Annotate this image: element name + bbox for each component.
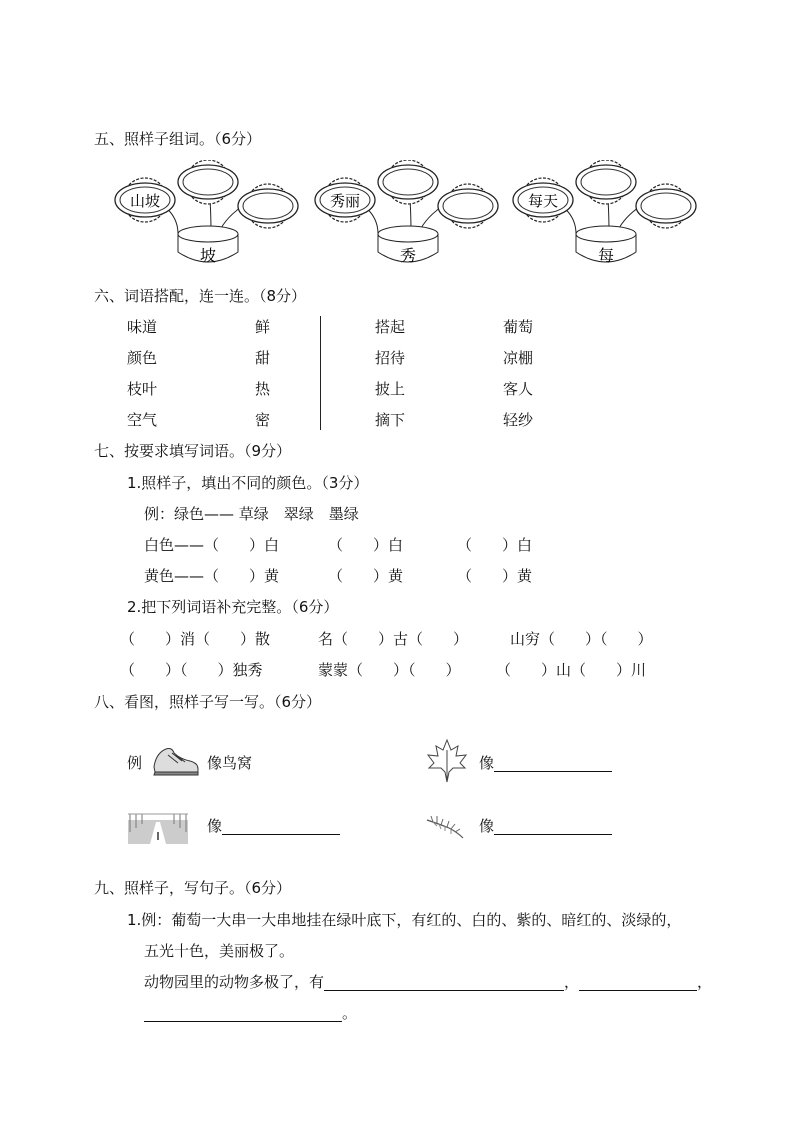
pot-root-3: 每 — [597, 246, 615, 265]
match-right-noun-2[interactable]: 凉棚 — [503, 349, 534, 367]
pot-root-2: 秀 — [399, 246, 417, 265]
flower-group-3 — [513, 160, 696, 265]
q1-title: 1.照样子，填出不同的颜色。（3分） — [127, 474, 369, 492]
answer-line-grass[interactable] — [494, 820, 612, 835]
section-9-title: 九、照样子，写句子。（6分） — [94, 879, 292, 897]
match-right-verb-2[interactable]: 招待 — [375, 349, 406, 367]
white-blank-3[interactable]: （ ）白 — [457, 536, 533, 554]
match-left-word-2[interactable]: 颜色 — [127, 349, 158, 367]
answer-line-1[interactable] — [324, 976, 564, 991]
shoe-icon — [150, 741, 202, 777]
match-left-char-2[interactable]: 甜 — [255, 349, 271, 367]
road-icon — [128, 812, 188, 844]
flower-group-1 — [115, 160, 298, 265]
example-label: 例 — [127, 754, 143, 772]
section-6-title: 六、词语搭配，连一连。（8分） — [94, 287, 307, 305]
yellow-blank-1[interactable]: 黄色——（ ）黄 — [144, 567, 280, 585]
maple-leaf-icon — [425, 738, 469, 784]
yellow-blank-3[interactable]: （ ）黄 — [457, 567, 533, 585]
flower-example-3-text: 每天 — [527, 192, 559, 210]
idiom-2[interactable]: 名（ ）古（ ） — [318, 630, 469, 648]
answer-line-road[interactable] — [222, 820, 340, 835]
grass-icon — [425, 810, 465, 840]
section-5-title: 五、照样子组词。（6分） — [94, 130, 262, 148]
match-divider — [320, 316, 321, 430]
section-7-title: 七、按要求填写词语。（9分） — [94, 442, 292, 460]
like-text-leaf: 像 — [479, 754, 612, 772]
sentence-continuation: 。 — [144, 1004, 357, 1022]
idiom-5[interactable]: 蒙蒙（ ）（ ） — [318, 661, 461, 679]
match-left-word-4[interactable]: 空气 — [127, 411, 158, 429]
match-left-char-4[interactable]: 密 — [255, 411, 271, 429]
match-right-verb-1[interactable]: 搭起 — [375, 318, 406, 336]
match-left-word-3[interactable]: 枝叶 — [127, 380, 158, 398]
pot-root-1: 坡 — [199, 246, 217, 265]
like-text-grass: 像 — [479, 817, 612, 835]
section-8-title: 八、看图，照样子写一写。（6分） — [94, 693, 322, 711]
match-left-char-3[interactable]: 热 — [255, 380, 271, 398]
match-right-noun-1[interactable]: 葡萄 — [503, 318, 534, 336]
idiom-1[interactable]: （ ）消（ ）散 — [120, 630, 271, 648]
match-right-noun-4[interactable]: 轻纱 — [503, 411, 534, 429]
like-text-road: 像 — [207, 817, 340, 835]
sentence-prompt: 动物园里的动物多极了，有 ， ， — [144, 973, 713, 991]
idiom-6[interactable]: （ ）山（ ）川 — [496, 661, 647, 679]
match-left-char-1[interactable]: 鲜 — [255, 318, 271, 336]
yellow-blank-2[interactable]: （ ）黄 — [328, 567, 404, 585]
match-right-noun-3[interactable]: 客人 — [503, 380, 534, 398]
q2-title: 2.把下列词语补充完整。（6分） — [127, 598, 339, 616]
match-left-word-1[interactable]: 味道 — [127, 318, 158, 336]
example-text: 像鸟窝 — [207, 754, 253, 772]
answer-line-3[interactable] — [144, 1007, 342, 1022]
flower-blank-1b — [238, 184, 298, 228]
flower-example-1-text: 山坡 — [129, 192, 161, 210]
match-right-verb-3[interactable]: 披上 — [375, 380, 406, 398]
answer-line-2[interactable] — [579, 976, 697, 991]
white-blank-1[interactable]: 白色——（ ）白 — [144, 536, 280, 554]
q1-example: 例：绿色—— 草绿 翠绿 墨绿 — [144, 505, 359, 523]
white-blank-2[interactable]: （ ）白 — [328, 536, 404, 554]
sentence-example-line2: 五光十色，美丽极了。 — [144, 942, 295, 960]
flower-example-2-text: 秀丽 — [329, 192, 361, 210]
idiom-3[interactable]: 山穷（ ）（ ） — [510, 630, 653, 648]
word-flower-diagrams — [108, 160, 708, 272]
idiom-4[interactable]: （ ）（ ）独秀 — [120, 661, 263, 679]
match-right-verb-4[interactable]: 摘下 — [375, 411, 406, 429]
sentence-example-line1: 1.例：葡萄一大串一大串地挂在绿叶底下，有红的、白的、紫的、暗红的、淡绿的， — [127, 911, 682, 929]
flower-blank-1a — [178, 160, 238, 204]
flower-group-2 — [315, 160, 498, 265]
answer-line-leaf[interactable] — [494, 757, 612, 772]
